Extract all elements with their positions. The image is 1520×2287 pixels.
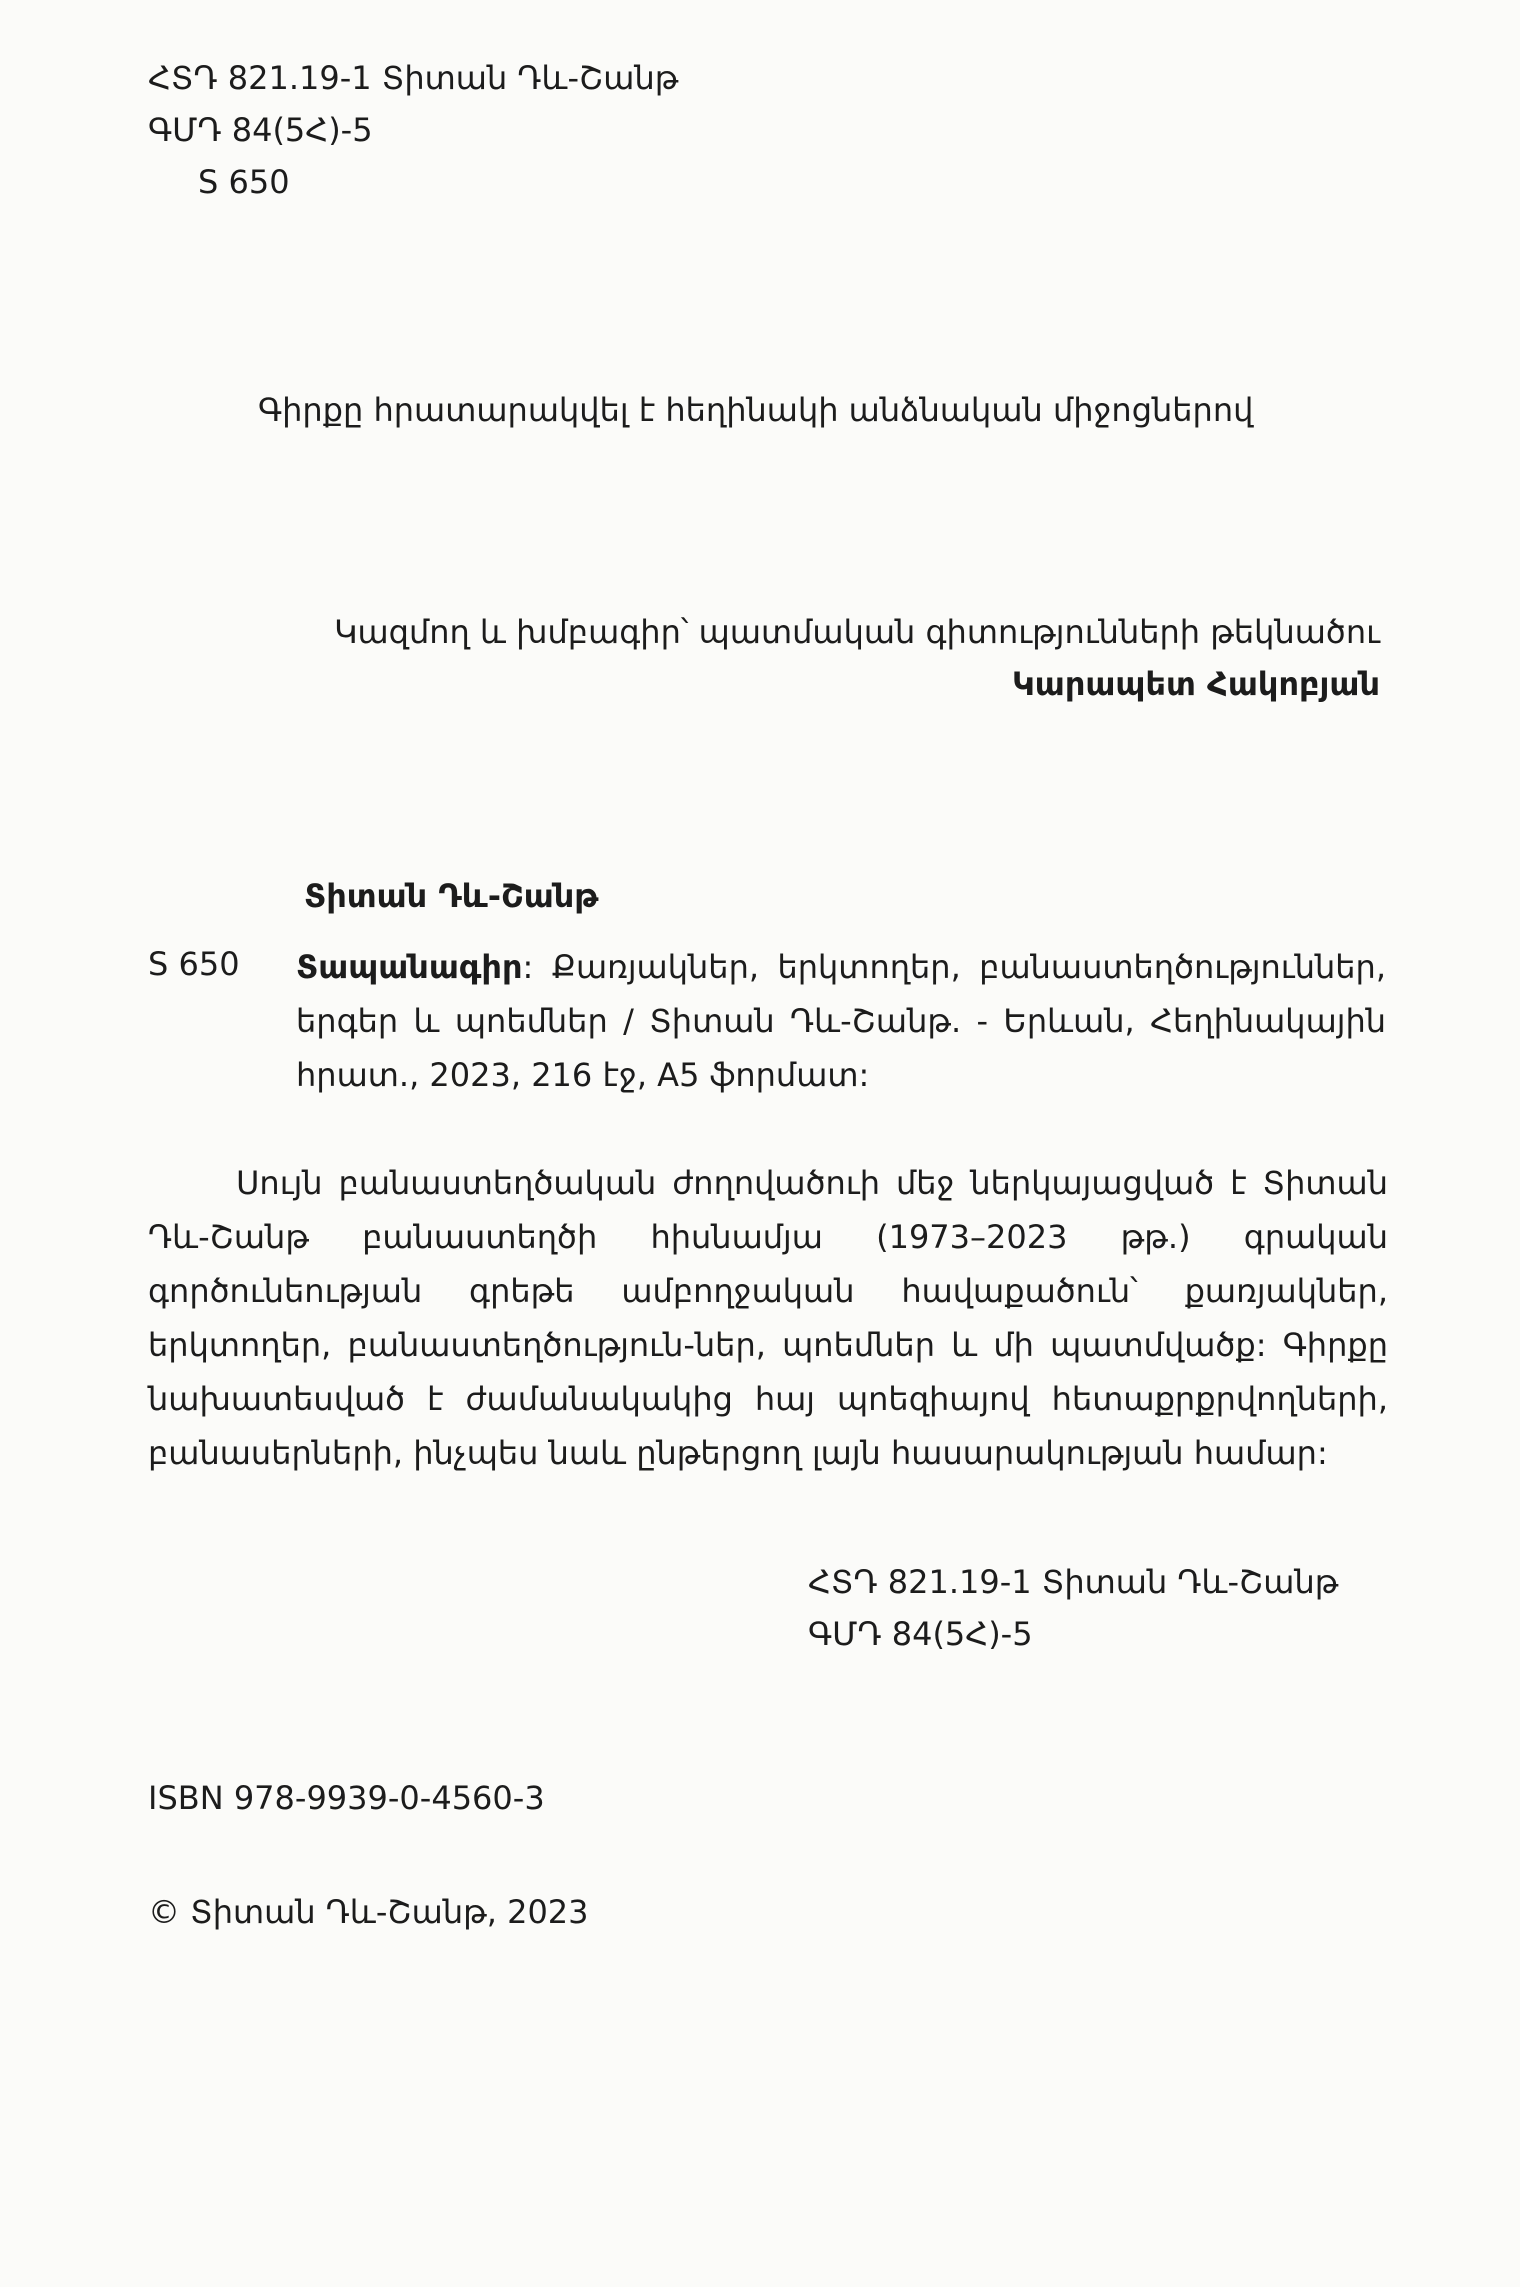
catalog-author-heading: Տիտան Դև-Շանթ [304, 877, 599, 915]
catalog-title: Տապանագիր [296, 948, 523, 986]
isbn: ISBN 978-9939-0-4560-3 [148, 1779, 545, 1817]
bbk-code: ԳՄԴ 84(5Հ)-5 [148, 111, 373, 149]
catalog-record [296, 940, 1386, 1102]
footer-bbk-code: ԳՄԴ 84(5Հ)-5 [808, 1615, 1033, 1653]
copyright-notice: © Տիտան Դև-Շանթ, 2023 [148, 1893, 589, 1931]
author-mark: S 650 [198, 163, 290, 201]
catalog-description: : Քառյակներ, երկտողեր, բանաստեղծություններ, երգեր և պոեմներ / Տիտան Դև-Շանթ. - Երևան, Հեղինակային հրատ., 2023, 216 էջ, A5 ֆորմատ: [296, 948, 1386, 1094]
funding-note: Գիրքը հրատարակվել է հեղինակի անձնական միջոցներով [258, 391, 1254, 429]
footer-udc-code: ՀՏԴ 821.19-1 Տիտան Դև-Շանթ [808, 1563, 1339, 1601]
editor-role: Կազմող և խմբագիր՝ պատմական գիտությունների թեկնածու [334, 613, 1380, 651]
annotation-paragraph [148, 1156, 1388, 1480]
catalog-author-mark: S 650 [148, 945, 240, 983]
editor-name: Կարապետ Հակոբյան [1011, 665, 1380, 703]
udc-code: ՀՏԴ 821.19-1 Տիտան Դև-Շանթ [148, 59, 679, 97]
annotation-text: Սույն բանաստեղծական ժողովածուի մեջ ներկայացված է Տիտան Դև-Շանթ բանաստեղծի հիսնամյա (1973–2023 թթ.) գրական գործունեության գրեթե ամբողջական հավաքածուն՝ քառյակներ, երկտողեր, բանաստեղծություն-ներ, պոեմներ և մի պատմվածք: Գիրքը նախատեսված է ժամանակակից հայ պոեզիայով հետաքրքրվողների, բանասերների, ինչպես նաև ընթերցող լայն հասարակության համար: [148, 1164, 1388, 1472]
